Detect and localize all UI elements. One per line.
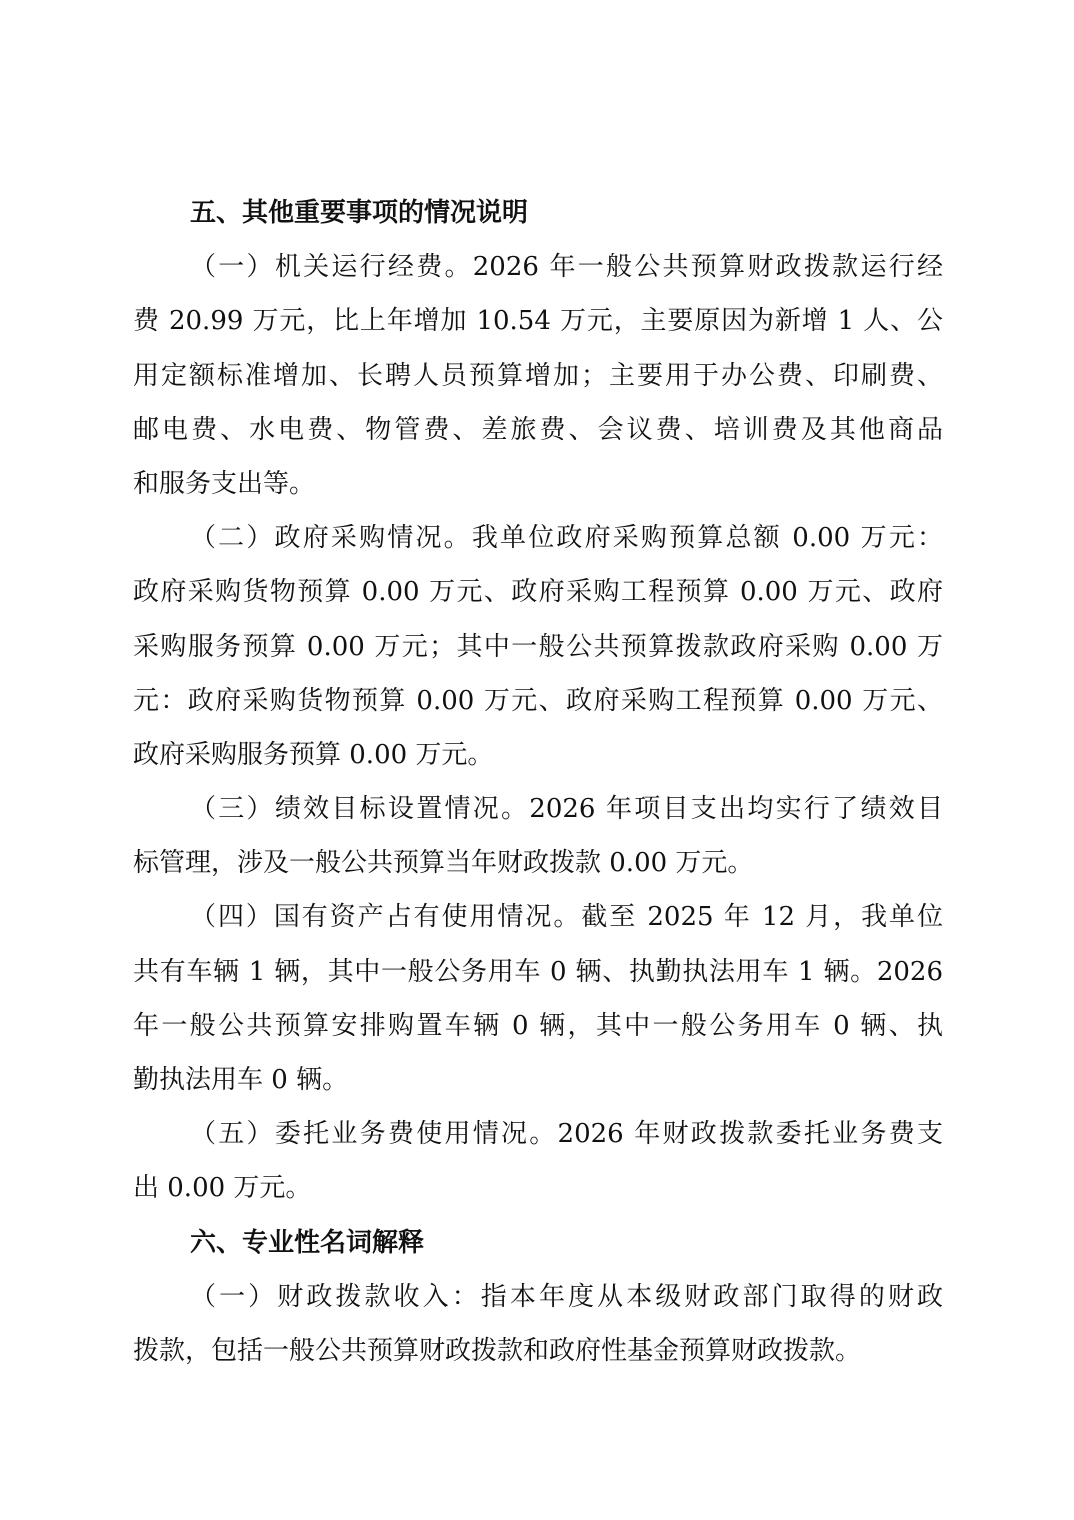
paragraph-line: 政府采购服务预算 0.00 万元。 [133, 739, 494, 770]
paragraph [133, 1107, 943, 1215]
paragraph-line: 标管理，涉及一般公共预算当年财政拨款 0.00 万元。 [133, 848, 754, 879]
paragraph-line: 年一般公共预算安排购置车辆 0 辆，其中一般公务用车 0 辆、执 [133, 1010, 943, 1041]
paragraph-line: 用定额标准增加、长聘人员预算增加；主要用于办公费、印刷费、 [133, 360, 943, 391]
paragraph-line: （五）委托业务费使用情况。2026 年财政拨款委托业务费支 [190, 1119, 943, 1150]
paragraph [133, 782, 943, 890]
paragraph-line: 拨款，包括一般公共预算财政拨款和政府性基金预算财政拨款。 [133, 1335, 862, 1366]
paragraph-line: （一）财政拨款收入：指本年度从本级财政部门取得的财政 [190, 1281, 943, 1312]
paragraph-line: （二）政府采购情况。我单位政府采购预算总额 0.00 万元： [190, 523, 943, 554]
paragraph-line: 邮电费、水电费、物管费、差旅费、会议费、培训费及其他商品 [133, 414, 943, 445]
paragraph-line: （三）绩效目标设置情况。2026 年项目支出均实行了绩效目 [190, 794, 943, 825]
paragraph-line: 勤执法用车 0 辆。 [133, 1065, 349, 1095]
paragraph-line: 和服务支出等。 [133, 468, 316, 499]
heading-text: 五、其他重要事项的情况说明 [190, 198, 529, 228]
paragraph-line: （一）机关运行经费。2026 年一般公共预算财政拨款运行经 [190, 252, 943, 283]
paragraph [133, 511, 943, 782]
document-body [133, 186, 943, 1378]
paragraph [133, 240, 943, 511]
paragraph-line: （四）国有资产占有使用情况。截至 2025 年 12 月，我单位 [190, 902, 943, 933]
paragraph-line: 采购服务预算 0.00 万元；其中一般公共预算拨款政府采购 0.00 万 [133, 631, 943, 662]
paragraph [133, 890, 943, 1107]
section-heading [133, 1216, 943, 1270]
heading-text: 六、专业性名词解释 [190, 1227, 425, 1258]
paragraph-line: 元：政府采购货物预算 0.00 万元、政府采购工程预算 0.00 万元、 [133, 685, 943, 716]
section-heading [133, 186, 943, 240]
paragraph [133, 1270, 943, 1378]
paragraph-line: 费 20.99 万元，比上年增加 10.54 万元，主要原因为新增 1 人、公 [133, 306, 943, 337]
paragraph-line: 出 0.00 万元。 [133, 1173, 312, 1204]
paragraph-line: 政府采购货物预算 0.00 万元、政府采购工程预算 0.00 万元、政府 [133, 577, 943, 608]
paragraph-line: 共有车辆 1 辆，其中一般公务用车 0 辆、执勤执法用车 1 辆。2026 [133, 956, 943, 987]
